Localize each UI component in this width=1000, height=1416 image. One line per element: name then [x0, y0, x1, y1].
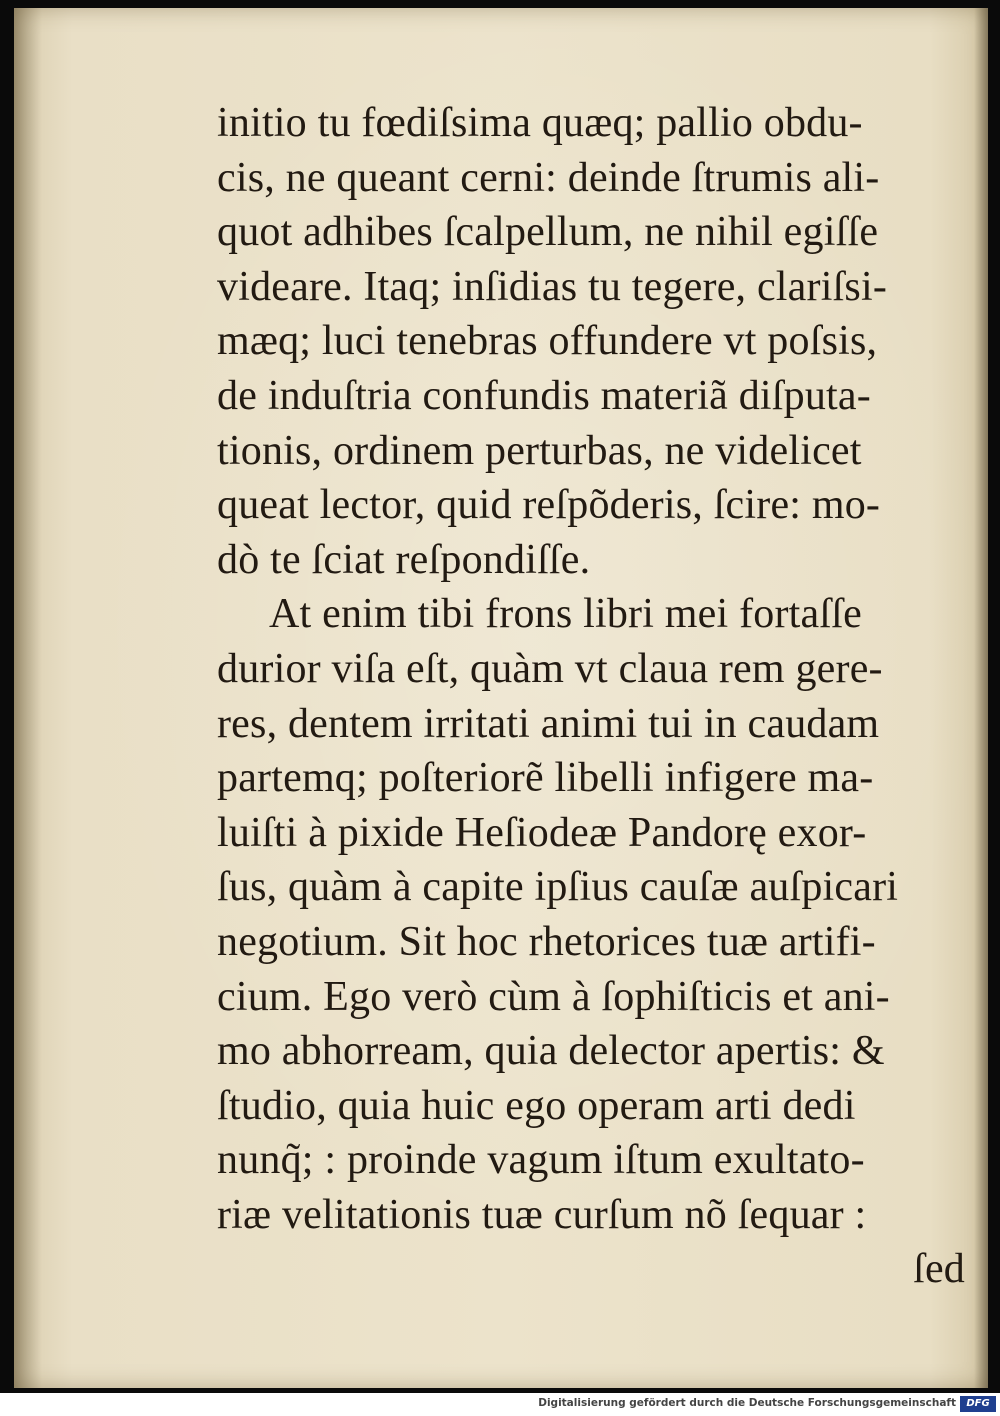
text-line: luiſti à pixide Heſiodeæ Pandorę exor-: [217, 809, 867, 856]
gutter-shadow: [14, 8, 42, 1388]
text-line: tionis, ordinem perturbas, ne videlicet: [217, 427, 862, 474]
page-edge-shadow: [974, 8, 988, 1388]
text-line: partemq; poſteriorẽ libelli infigere ma-: [217, 755, 874, 802]
text-line: cium. Ego verò cùm à ſophiſticis et ani-: [217, 973, 890, 1020]
text-line: nunq̃; : proinde vagum iſtum exultato-: [217, 1137, 865, 1184]
text-line: mo abhorream, quia delector apertis: &: [217, 1028, 885, 1075]
text-line: res, dentem irritati animi tui in caudam: [217, 700, 880, 747]
text-line: quot adhibes ſcalpellum, ne nihil egiſſe: [217, 209, 879, 256]
text-line: riæ velitationis tuæ curſum nõ ſequar :: [217, 1191, 867, 1238]
text-line: initio tu fœdiſsima quæq; pallio obdu-: [217, 100, 863, 146]
footer-bar: [0, 1393, 1000, 1416]
text-line: de induſtria confundis materiã diſputa-: [217, 372, 871, 419]
book-page: [14, 8, 988, 1388]
text-block: [217, 96, 969, 1297]
text-line: dò te ſciat reſpondiſſe.: [217, 536, 591, 583]
text-line: ſtudio, quia huic ego operam arti dedi: [217, 1082, 856, 1129]
catchword: ſed: [913, 1246, 965, 1293]
text-line: queat lector, quid reſpõderis, ſcire: mo-: [217, 482, 881, 529]
text-line: cis, ne queant cerni: deinde ſtrumis ali-: [217, 154, 880, 201]
funding-notice: Digitalisierung gefördert durch die Deutsche Forschungsgemeinschaft: [538, 1397, 956, 1409]
text-line: ſus, quàm à capite ipſius cauſæ auſpicari: [217, 864, 899, 911]
text-line: videare. Itaq; inſidias tu tegere, clariſsi-: [217, 263, 888, 310]
text-line: mæq; luci tenebras offundere vt poſsis,: [217, 318, 878, 365]
paragraph-start-line: At enim tibi frons libri mei fortaſſe: [269, 591, 862, 638]
text-line: durior viſa eſt, quàm vt claua rem gere-: [217, 645, 883, 692]
dfg-logo-icon: DFG: [960, 1396, 996, 1412]
text-line: negotium. Sit hoc rhetorices tuæ artifi-: [217, 918, 876, 965]
